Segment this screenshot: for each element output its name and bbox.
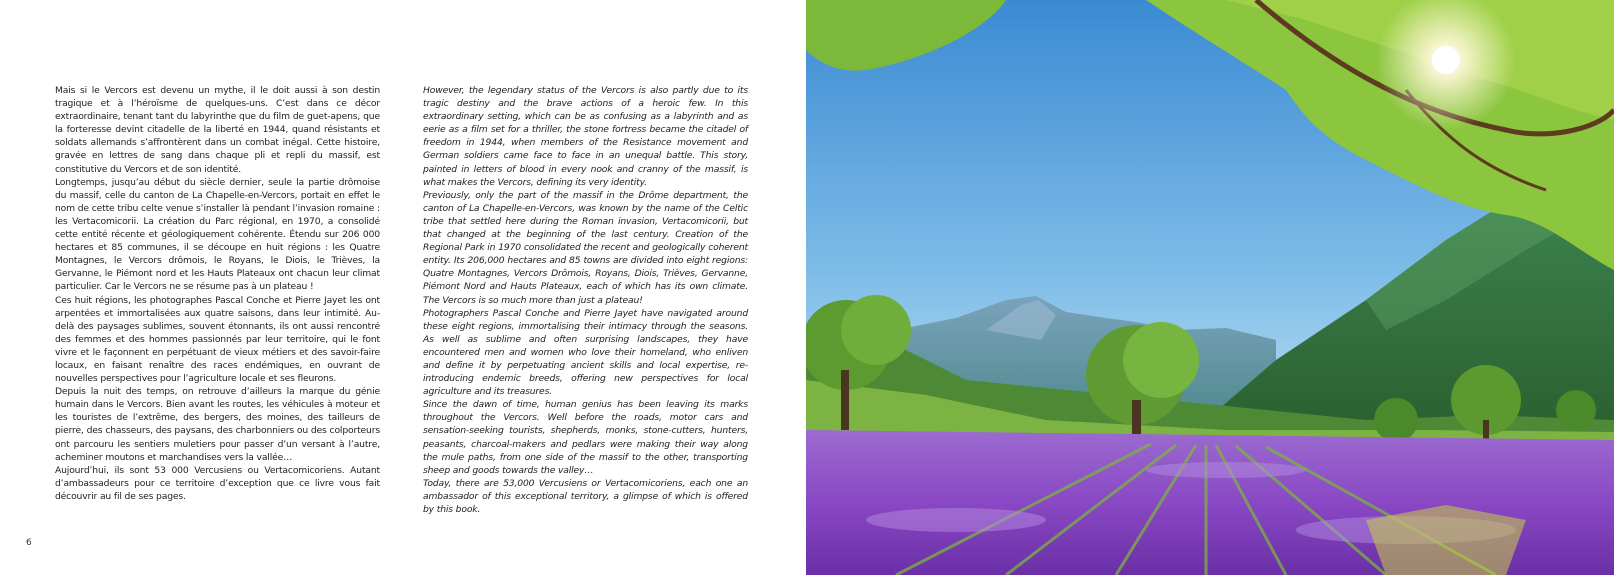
english-paragraph: Photographers Pascal Conche and Pierre Jayet have navigated around these eight regions, immortalising their intimacy through the seasons. As well as sublime and often surprising landscapes, they have encountered men and women who love their homeland, who enliven and define it by perpetuating ancient skills and local expertise, re-introducing endemic breeds, offering new perspectives for local agriculture and its treasures.: [423, 307, 748, 398]
english-paragraph: Previously, only the part of the massif in the Drôme department, the canton of La Chapelle-en-Vercors, was known by the name of the Celtic tribe that settled here during the Roman invasion, Vertacomicorii, but that changed at the beginning of the last century. Creation of the Regional Park in 1970 consolidated the recent and geologically coherent entity. Its 206,000 hectares and 85 towns are divided into eight regions: Quatre Montagnes, Vercors Drômois, Royans, Diois, Trièves, Gervanne, Piémont Nord and Hauts Plateaux, each of which has its own climate. The Vercors is so much more than just a plateau!: [423, 189, 748, 306]
french-paragraph: Longtemps, jusqu’au début du siècle dernier, seule la partie drômoise du massif, celle du canton de La Chapelle-en-Vercors, portait en effet le nom de cette tribu celte venue s’installer là pendant l’invasion romaine : les Vertacomicorii. La création du Parc régional, en 1970, a consolidé cette entité récente et géologiquement cohérente. Étendu sur 206 000 hectares et 85 communes, il se découpe en huit régions : les Quatre Montagnes, le Vercors drômois, le Royans, le Diois, le Trièves, la Gervanne, le Piémont nord et les Hauts Plateaux ont chacun leur climat particulier. Car le Vercors ne se résume pas à un plateau !: [55, 176, 380, 293]
lavender-field-landscape-icon: [806, 0, 1614, 575]
english-paragraph: Today, there are 53,000 Vercusiens or Vertacomicoriens, each one an ambassador of this exceptional territory, a glimpse of which is offered by this book.: [423, 477, 748, 515]
english-text-column: [423, 84, 748, 516]
french-paragraph: Ces huit régions, les photographes Pascal Conche et Pierre Jayet les ont arpentées et immortalisées aux quatre saisons, dans leur intimité. Au-delà des paysages sublimes, souvent étonnants, ils ont aussi rencontré des femmes et des hommes passionnés par leur territoire, qui le font vivre et le façonnent en perpétuant de vieux métiers et des savoir-faire locaux, en faisant renaître des races endémiques, en ouvrant de nouvelles perspectives pour l’agriculture locale et ses fleurons.: [55, 294, 380, 385]
english-paragraph: However, the legendary status of the Vercors is also partly due to its tragic destiny and the brave actions of a heroic few. In this extraordinary setting, which can be as confusing as a labyrinth and as eerie as a film set for a thriller, the stone fortress became the citadel of freedom in 1944, when members of the Resistance movement and German soldiers came face to face in an unequal battle. This story, painted in letters of blood in every nook and cranny of the massif, is what makes the Vercors, defining its very identity.: [423, 85, 748, 188]
page-number: 6: [26, 538, 32, 548]
english-paragraph: Since the dawn of time, human genius has been leaving its marks throughout the Vercors. Well before the roads, motor cars and sensation-seeking tourists, shepherds, monks, stone-cutters, hunters, peasants, charcoal-makers and pedlars were making their way along the mule paths, from one side of the massif to the other, transporting sheep and goods towards the valley…: [423, 399, 748, 476]
french-text-column: [55, 84, 380, 503]
french-paragraph: Depuis la nuit des temps, on retrouve d’ailleurs la marque du génie humain dans le Vercors. Bien avant les routes, les véhicules à moteur et les touristes de l’extrême, des bergers, des moines, des tailleurs de pierre, des chasseurs, des paysans, des charbonniers ou des colporteurs ont parcouru les sentiers muletiers pour passer d’un versant à l’autre, acheminer moutons et marchandises vers la vallée…: [55, 386, 380, 463]
french-paragraph: Aujourd’hui, ils sont 53 000 Vercusiens ou Vertacomicoriens. Autant d’ambassadeurs pour ce territoire d’exception que ce livre vous fait découvrir au fil de ses pages.: [55, 464, 380, 502]
lavender-field-photo: [806, 0, 1614, 575]
text-page: [0, 0, 806, 575]
french-paragraph: Mais si le Vercors est devenu un mythe, il le doit aussi à son destin tragique et à l’héroïsme de quelques-uns. C’est dans ce décor extraordinaire, tenant tant du labyrinthe que du film de guet-apens, que la forteresse devint citadelle de la liberté en 1944, quand résistants et soldats allemands s’affrontèrent dans un combat inégal. Cette histoire, gravée en lettres de sang dans chaque pli et repli du massif, est constitutive du Vercors et de son identité.: [55, 85, 380, 175]
